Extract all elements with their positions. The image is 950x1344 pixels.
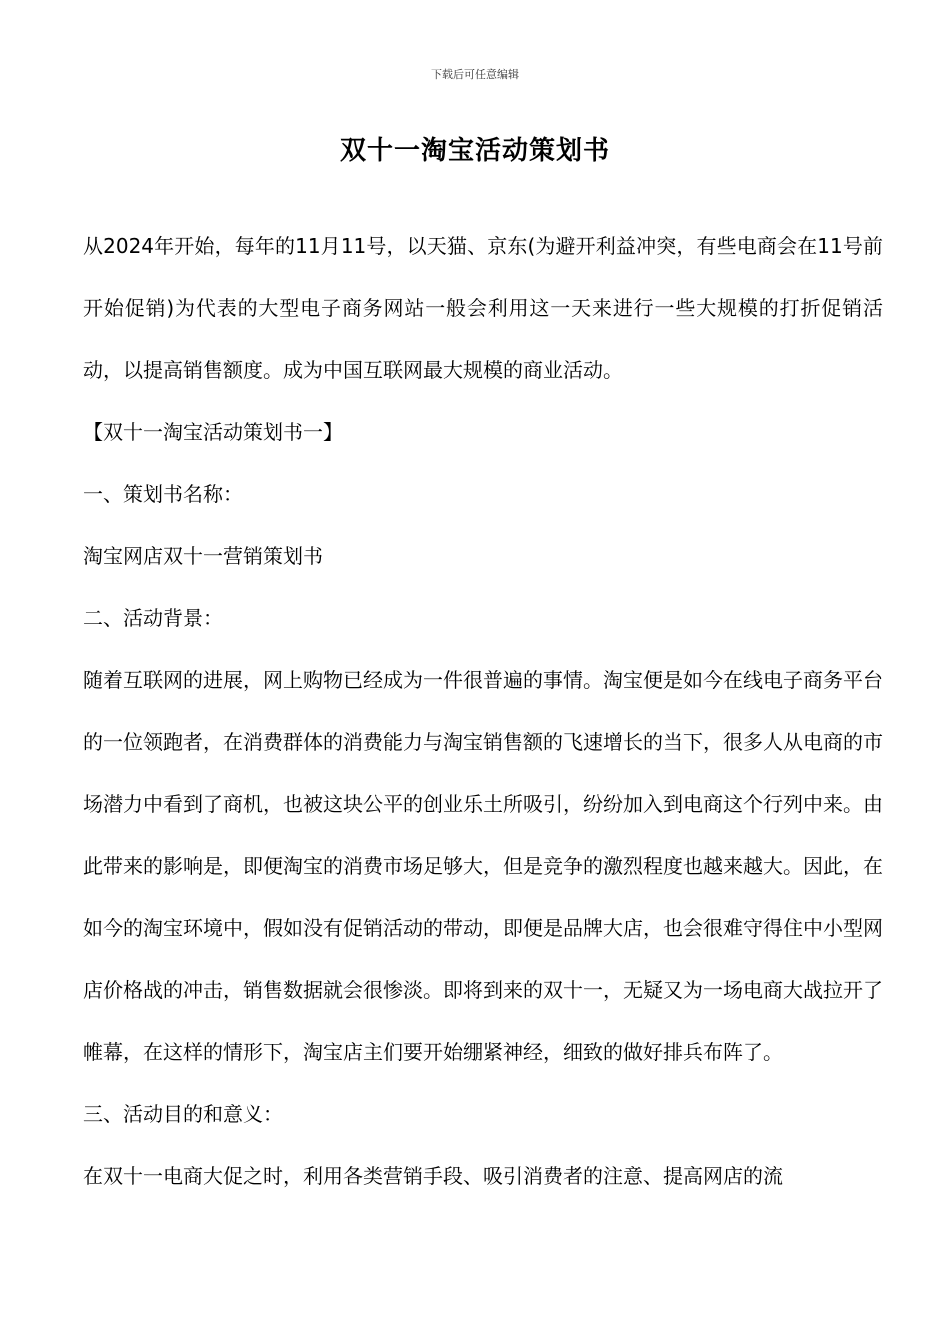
document-title: 双十一淘宝活动策划书 (339, 136, 610, 166)
heading-purpose: 三、活动目的和意义： (83, 1102, 283, 1126)
header-note: 下载后可任意编辑 (431, 68, 519, 81)
intro-paragraph: 从2024年开始，每年的11月11号，以天猫、京东(为避开利益冲突，有些电商会在11号前开始促销)为代表的大型电子商务网站一般会利用这一天来进行一些大规模的打折促销活动，以提高销售额度。成为中国互联网最大规模的商业活动。 (83, 234, 883, 382)
background-paragraph: 随着互联网的进展，网上购物已经成为一件很普遍的事情。淘宝便是如今在线电子商务平台的一位领跑者，在消费群体的消费能力与淘宝销售额的飞速增长的当下，很多人从电商的市场潜力中看到了商机，也被这块公平的创业乐土所吸引，纷纷加入到电商这个行列中来。由此带来的影响是，即便淘宝的消费市场足够大，但是竞争的激烈程度也越来越大。因此，在如今的淘宝环境中，假如没有促销活动的带动，即便是品牌大店，也会很难守得住中小型网店价格战的冲击，销售数据就会很惨淡。即将到来的双十一，无疑又为一场电商大战拉开了帷幕，在这样的情形下，淘宝店主们要开始绷紧神经，细致的做好排兵布阵了。 (83, 668, 883, 1064)
heading-plan-name: 一、策划书名称： (83, 482, 243, 506)
document-body (83, 215, 883, 1207)
plan-name-text: 淘宝网店双十一营销策划书 (83, 544, 323, 568)
heading-background: 二、活动背景： (83, 606, 223, 630)
section-heading-plan-one: 【双十一淘宝活动策划书一】 (83, 420, 343, 444)
purpose-paragraph: 在双十一电商大促之时，利用各类营销手段、吸引消费者的注意、提高网店的流 (83, 1164, 783, 1188)
